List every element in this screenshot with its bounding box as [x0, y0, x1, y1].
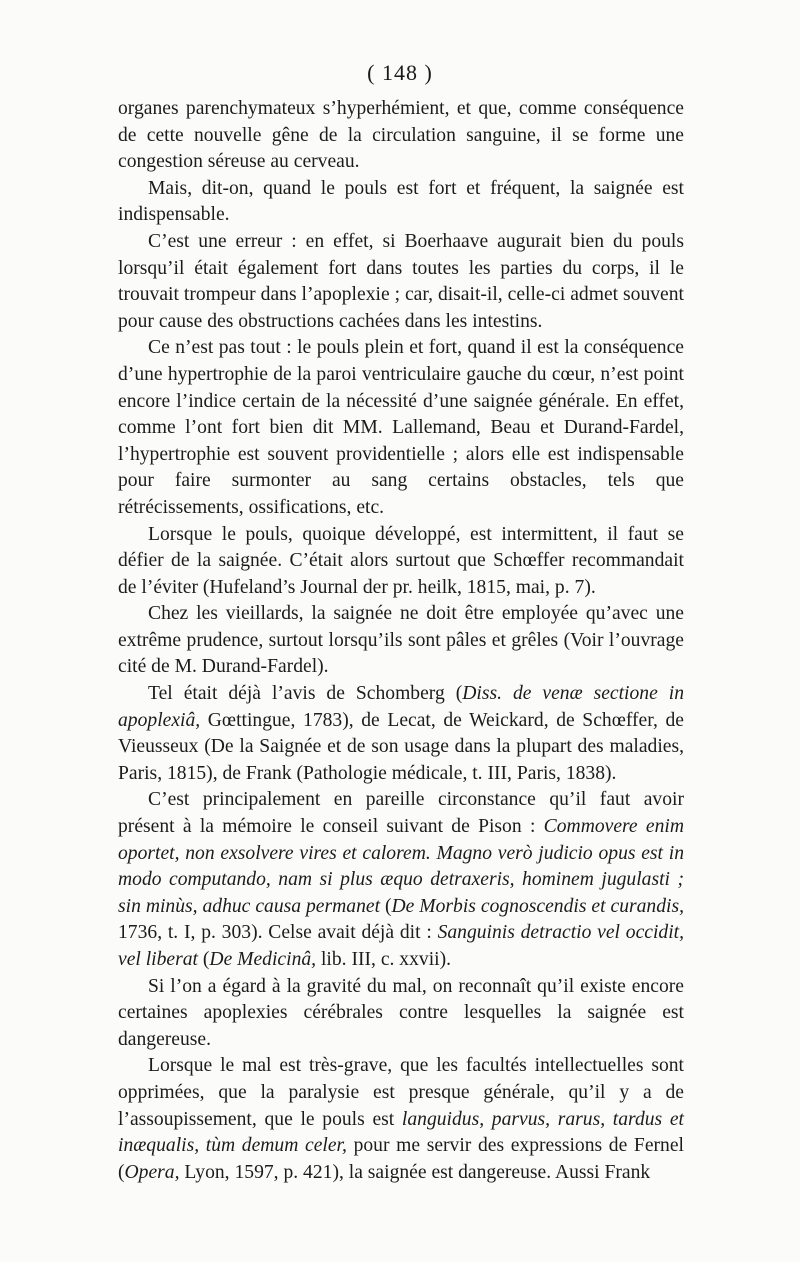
page-number: ( 148 )	[367, 60, 433, 85]
text-segment: Lorsque le mal est très-grave, que les facultés intellectuelles sont opprimées, que la paralysie est presque générale, qu’il y a de l’assoupissement, que le pouls est	[118, 1055, 684, 1130]
paragraph	[118, 229, 684, 335]
paragraph	[118, 335, 684, 521]
paragraph	[118, 787, 684, 973]
italic-text: Opera,	[124, 1161, 180, 1183]
italic-text: Diss. de venæ sectione in apoplexiâ,	[118, 683, 684, 731]
text-segment: 1736, t. I, p. 303). Celse avait déjà dit :	[118, 922, 438, 944]
text-segment: Si l’on a égard à la gravité du mal, on reconnaît qu’il existe encore certaines apoplexies cérébrales contre lesquelles la saignée est dangereuse.	[118, 975, 684, 1050]
text-segment: Mais, dit-on, quand le pouls est fort et fréquent, la saignée est indispensable.	[118, 177, 684, 226]
body-text	[118, 96, 684, 1186]
text-segment: C’est principalement en pareille circonstance qu’il faut avoir présent à la mémoire le conseil suivant de Pison :	[118, 789, 684, 838]
text-segment: pour me servir des expressions de Fernel (	[118, 1135, 684, 1183]
paragraph	[118, 96, 684, 176]
text-segment: organes parenchymateux s’hyperhémient, et que, comme conséquence de cette nouvelle gêne de la circulation sanguine, il se forme une congestion séreuse au cerveau.	[118, 98, 684, 173]
paragraph	[118, 974, 684, 1054]
text-segment: C’est une erreur : en effet, si Boerhaave augurait bien du pouls lorsqu’il était également fort dans toutes les parties du corps, il le trouvait trompeur dans l’apoplexie ; car, disait-il, celle-ci admet souvent pour cause des obstructions cachées dans les intestins.	[118, 230, 684, 332]
text-segment: lib. III, c. xxvii).	[316, 949, 452, 970]
italic-text: De Medicinâ,	[209, 949, 317, 970]
italic-text: Commovere enim oportet, non exsolvere vires et calorem. Magno verò judicio opus est in modo computando, nam si plus æquo detraxeris, hominem jugulasti ; sin minùs, adhuc causa permanet	[118, 816, 684, 917]
text-segment: Gœttingue, 1783), de Lecat, de Weickard, de Schœffer, de Vieusseux (De la Saignée et de son usage dans la plupart des maladies, Paris, 1815), de Frank (Pathologie médicale, t. III, Paris, 1838).	[118, 709, 684, 784]
paragraph	[118, 601, 684, 681]
text-segment: (	[380, 895, 392, 917]
text-segment: Lorsque le pouls, quoique développé, est intermittent, il faut se défier de la saignée. C’était alors surtout que Schœffer recommandait de l’éviter (Hufeland’s Journal der pr. heilk, 1815, mai, p. 7).	[118, 523, 684, 598]
italic-text: languidus, parvus, rarus, tardus et inæqualis, tùm demum celer,	[118, 1108, 685, 1157]
text-segment: Ce n’est pas tout : le pouls plein et fort, quand il est la conséquence d’une hypertrophie de la paroi ventriculaire gauche du cœur, n’est point encore l’indice certain de la nécessité d’une saignée générale. En effet, comme l’ont fort bien dit MM. Lallemand, Beau et Durand-Fardel, l’hypertrophie est souvent providentielle ; alors elle est indispensable pour faire surmonter au sang certains obstacles, tels que rétrécissements, ossifications, etc.	[118, 337, 684, 518]
paragraph	[118, 176, 684, 229]
text-segment: Chez les vieillards, la saignée ne doit être employée qu’avec une extrême prudence, surtout lorsqu’ils sont pâles et grêles (Voir l’ouvrage cité de M. Durand-Fardel).	[118, 603, 684, 678]
paragraph	[118, 522, 684, 602]
paragraph	[118, 1053, 684, 1186]
italic-text: Sanguinis detractio vel occidit, vel liberat	[118, 922, 684, 970]
italic-text: De Morbis cognoscendis et curandis,	[391, 895, 684, 917]
text-segment: Lyon, 1597, p. 421), la saignée est dangereuse. Aussi Frank	[179, 1161, 651, 1183]
text-segment: Tel était déjà l’avis de Schomberg (	[148, 683, 463, 705]
text-segment: (	[197, 949, 210, 970]
paragraph	[118, 681, 684, 787]
